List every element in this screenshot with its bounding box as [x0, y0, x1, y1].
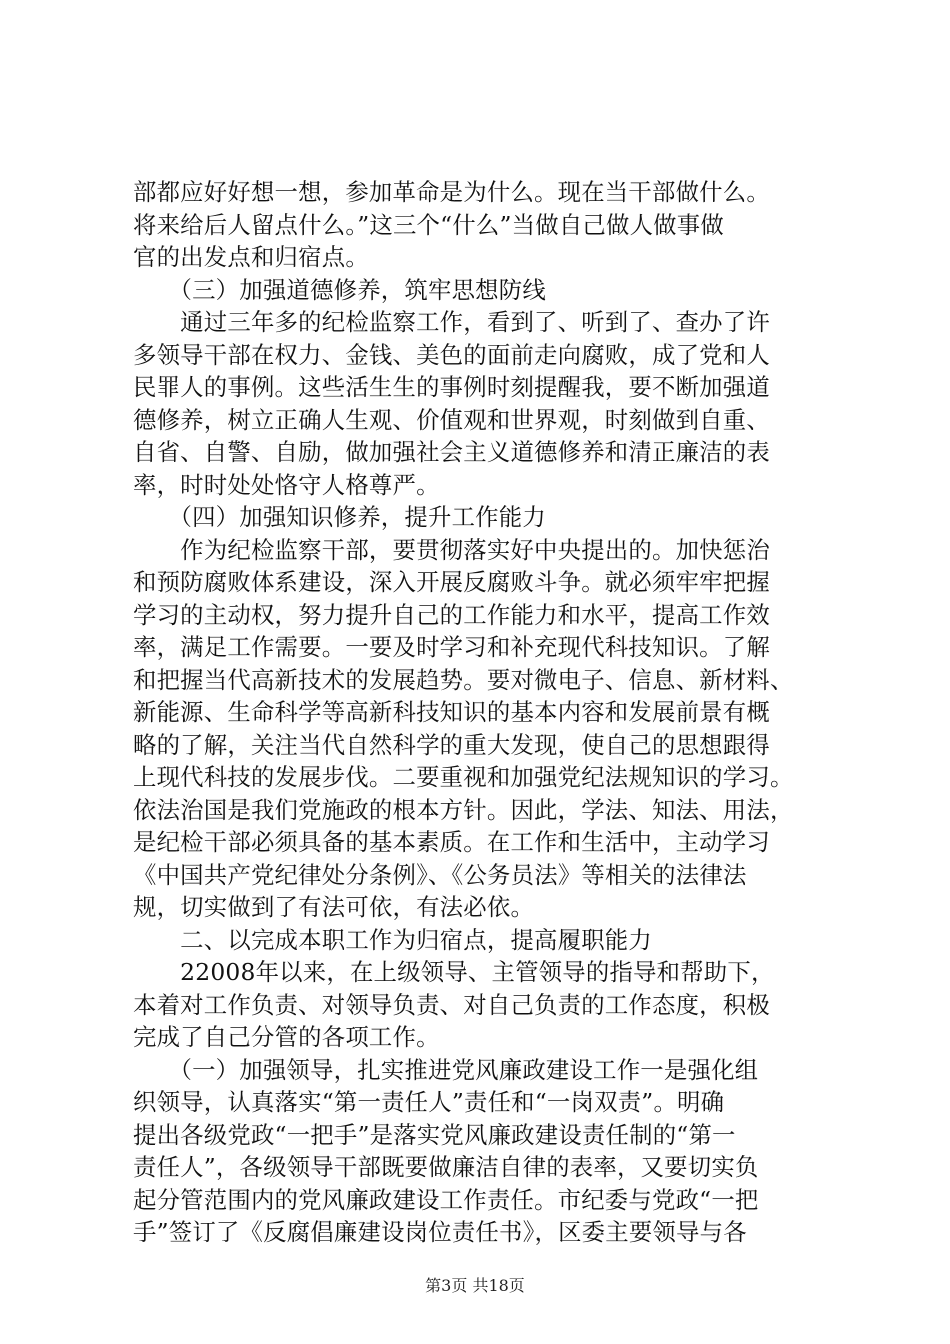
- text-line: 手”签订了《反腐倡廉建设岗位责任书》，区委主要领导与各: [133, 1218, 747, 1246]
- section-heading: （三）加强道德修养，筑牢思想防线: [133, 275, 546, 304]
- text-line: 部都应好好想一想，参加革命是为什么。现在当干部做什么。: [133, 178, 770, 206]
- text-line: 将来给后人留点什么。”这三个“什么”当做自己做人做事做: [133, 210, 724, 239]
- text-line: 率，满足工作需要。一要及时学习和补充现代科技知识。了解: [133, 633, 770, 661]
- page-number-label: 第3页 共18页: [425, 1276, 525, 1295]
- text-line: 完成了自己分管的各项工作。: [133, 1023, 440, 1051]
- text-line: 学习的主动权，努力提升自己的工作能力和水平，提高工作效: [133, 600, 770, 629]
- section-heading: （四）加强知识修养，提升工作能力: [133, 503, 546, 531]
- text-line: 责任人”，各级领导干部既要做廉洁自律的表率，又要切实负: [133, 1153, 759, 1181]
- text-line: 通过三年多的纪检监察工作，看到了、听到了、查办了许: [133, 308, 770, 336]
- text-line: 新能源、生命科学等高新科技知识的基本内容和发展前景有概: [133, 698, 770, 726]
- text-line: 民罪人的事例。这些活生生的事例时刻提醒我，要不断加强道: [133, 373, 770, 401]
- text-line: 织领导，认真落实“第一责任人”责任和“一岗双责”。明确: [133, 1088, 725, 1116]
- text-line: 规，切实做到了有法可依，有法必依。: [133, 893, 535, 921]
- text-line: 自省、自警、自励，做加强社会主义道德修养和清正廉洁的表: [133, 438, 770, 466]
- document-body: [133, 176, 833, 1249]
- text-line: 德修养，树立正确人生观、价值观和世界观，时刻做到自重、: [133, 405, 770, 434]
- text-line: 起分管范围内的党风廉政建设工作责任。市纪委与党政“一把: [133, 1185, 759, 1214]
- text-line: 多领导干部在权力、金钱、美色的面前走向腐败，成了党和人: [133, 340, 770, 369]
- page-footer: [0, 1273, 950, 1296]
- section-heading: 二、以完成本职工作为归宿点，提高履职能力: [133, 925, 652, 954]
- text-line: 提出各级党政“一把手”是落实党风廉政建设责任制的“第一: [133, 1120, 736, 1149]
- text-line: 22008年以来，在上级领导、主管领导的指导和帮助下，: [133, 958, 775, 986]
- text-line: 《中国共产党纪律处分条例》、《公务员法》等相关的法律法: [133, 860, 747, 889]
- text-line: 依法治国是我们党施政的根本方针。因此，学法、知法、用法，: [133, 795, 794, 824]
- text-line: 略的了解，关注当代自然科学的重大发现，使自己的思想跟得: [133, 730, 770, 759]
- text-line: 官的出发点和归宿点。: [133, 243, 369, 271]
- text-line: 和把握当代高新技术的发展趋势。要对微电子、信息、新材料、: [133, 665, 794, 694]
- text-line: 作为纪检监察干部，要贯彻落实好中央提出的。加快惩治: [133, 535, 770, 564]
- text-line: 率，时时处处恪守人格尊严。: [133, 470, 440, 499]
- text-line: 本着对工作负责、对领导负责、对自己负责的工作态度，积极: [133, 990, 770, 1019]
- text-line: （一）加强领导，扎实推进党风廉政建设工作一是强化组: [133, 1055, 759, 1084]
- text-line: 是纪检干部必须具备的基本素质。在工作和生活中，主动学习: [133, 828, 770, 856]
- text-line: 上现代科技的发展步伐。二要重视和加强党纪法规知识的学习。: [133, 763, 794, 791]
- text-line: 和预防腐败体系建设，深入开展反腐败斗争。就必须牢牢把握: [133, 568, 770, 596]
